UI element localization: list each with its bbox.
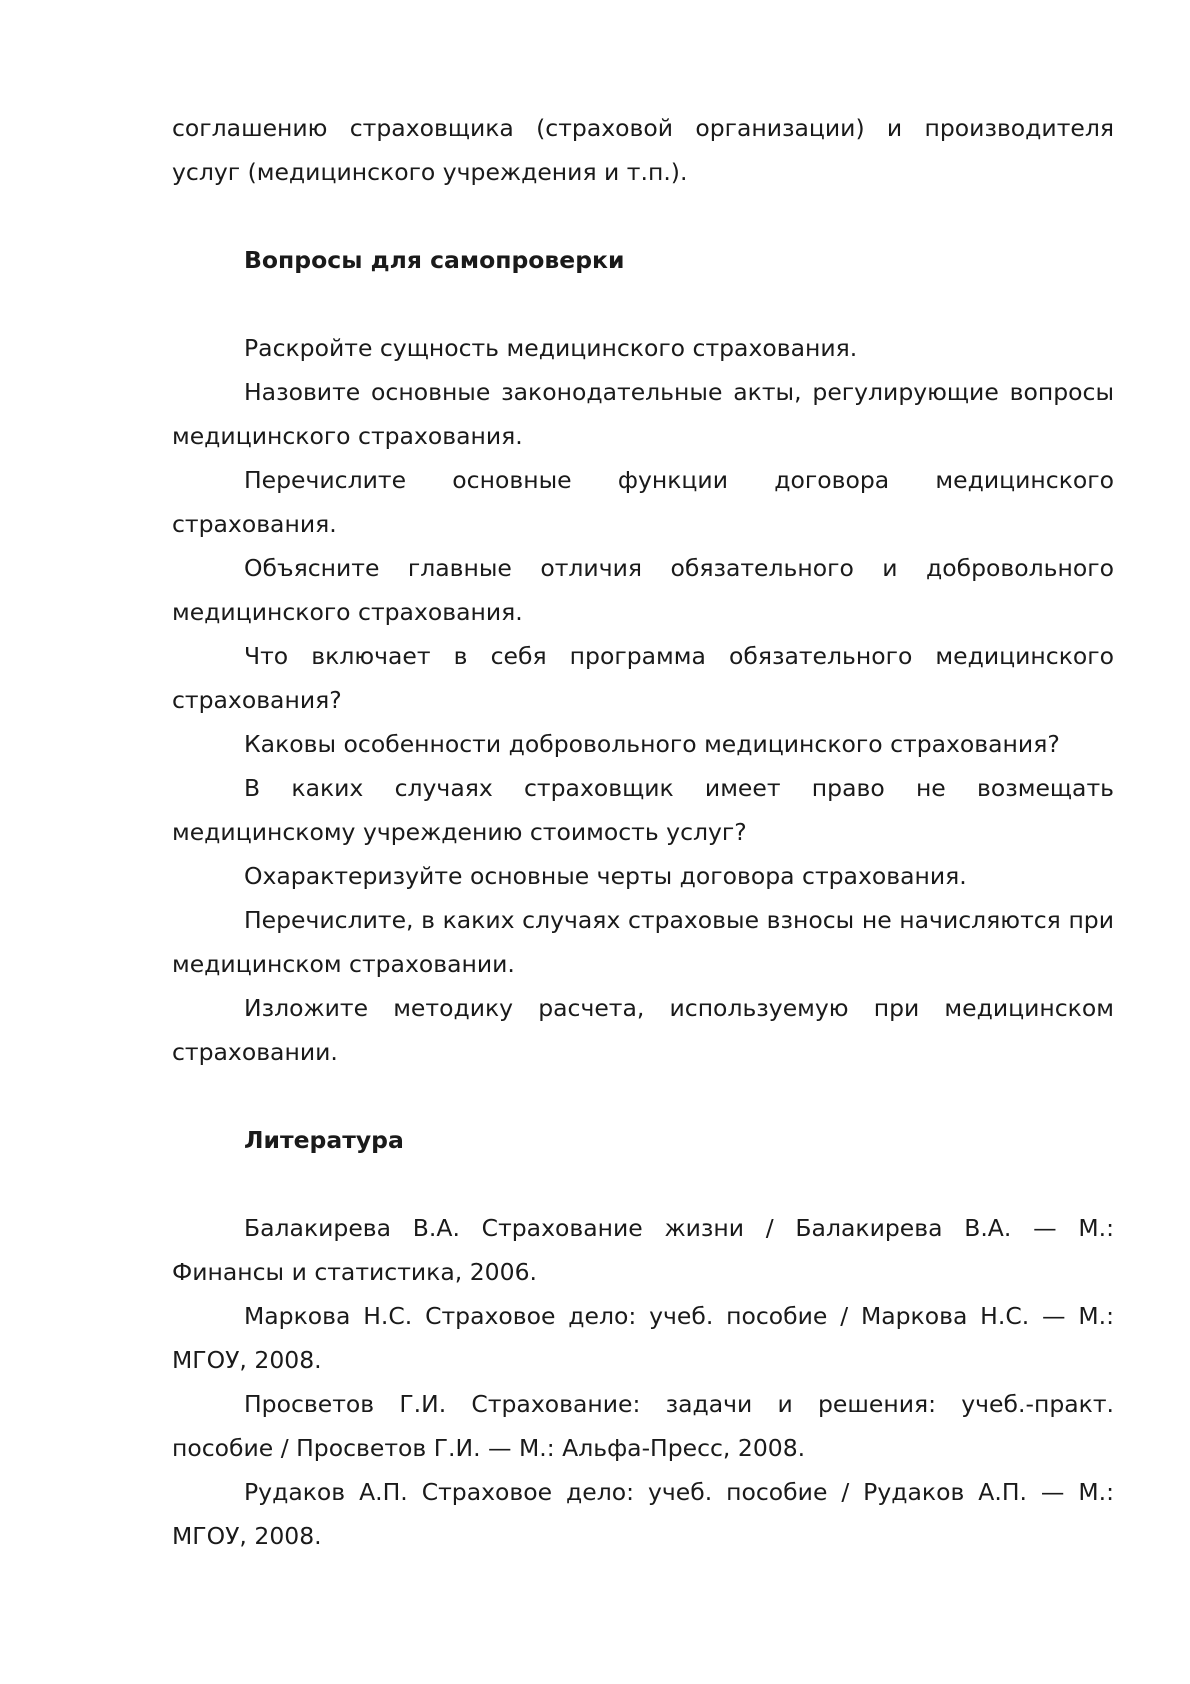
question-item: Изложите методику расчета, используемую при медицинском страховании. [172,994,1114,1066]
spacer [172,1162,1114,1206]
literature-item: Рудаков А.П. Страховое дело: учеб. пособие / Рудаков А.П. — М.: МГОУ, 2008. [172,1478,1114,1550]
document-page [172,106,1114,1558]
spacer [172,194,1114,238]
spacer [172,282,1114,326]
question-item: Назовите основные законодательные акты, регулирующие вопросы медицинского страхования. [172,378,1114,450]
literature-heading: Литература [244,1126,404,1154]
question-item: Перечислите основные функции договора медицинского страхования. [172,466,1114,538]
question-item: В каких случаях страховщик имеет право не возмещать медицинскому учреждению стоимость услуг? [172,774,1114,846]
intro-paragraph: соглашению страховщика (страховой организации) и производителя услуг (медицинского учреждения и т.п.). [172,114,1114,186]
question-item: Охарактеризуйте основные черты договора страхования. [244,862,967,890]
questions-heading: Вопросы для самопроверки [244,246,625,274]
literature-item: Просветов Г.И. Страхование: задачи и решения: учеб.-практ. пособие / Просветов Г.И. — М.: Альфа-Пресс, 2008. [172,1390,1114,1462]
question-item: Перечислите, в каких случаях страховые взносы не начисляются при медицинском страховании. [172,906,1114,978]
literature-item: Маркова Н.С. Страховое дело: учеб. пособие / Маркова Н.С. — М.: МГОУ, 2008. [172,1302,1114,1374]
question-item: Раскройте сущность медицинского страхования. [244,334,858,362]
literature-item: Балакирева В.А. Страхование жизни / Балакирева В.А. — М.: Финансы и статистика, 2006. [172,1214,1114,1286]
question-item: Объясните главные отличия обязательного и добровольного медицинского страхования. [172,554,1114,626]
spacer [172,1074,1114,1118]
question-item: Что включает в себя программа обязательного медицинского страхования? [172,642,1114,714]
question-item: Каковы особенности добровольного медицинского страхования? [244,730,1060,758]
